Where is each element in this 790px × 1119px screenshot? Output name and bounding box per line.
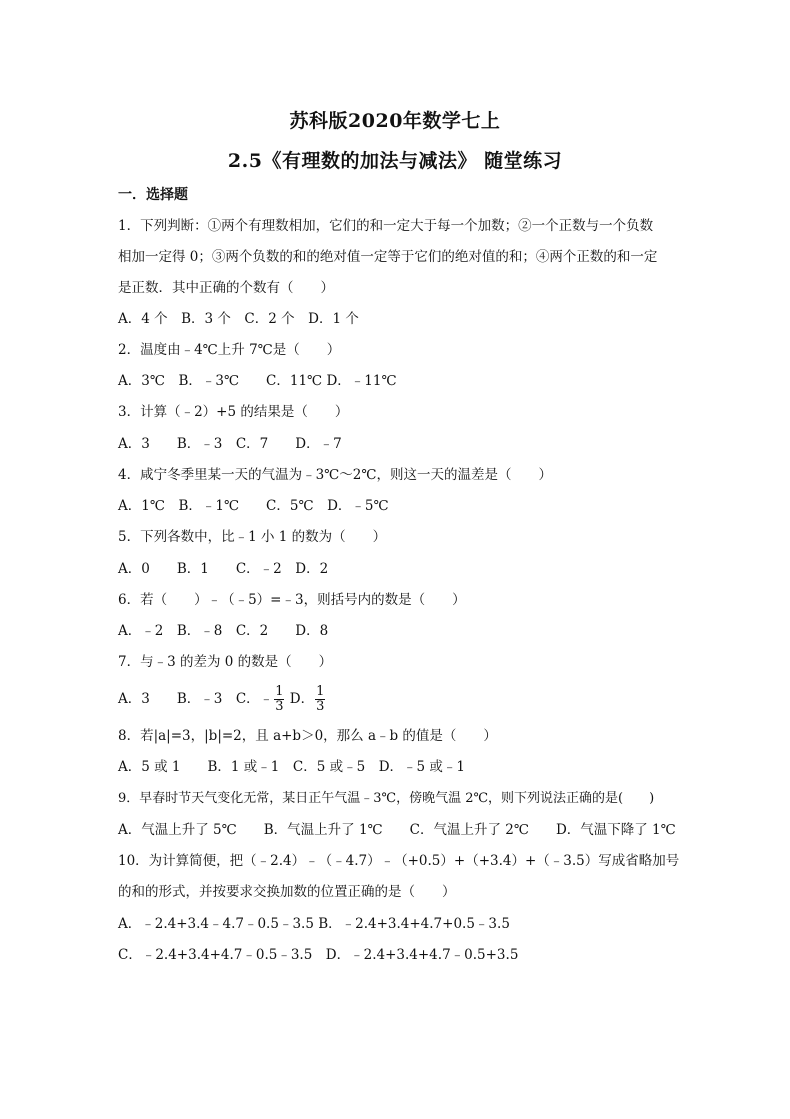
question-2-options: A．3℃ B．﹣3℃ C．11℃ D．﹣11℃ — [118, 373, 397, 389]
question-5-text: 5．下列各数中，比﹣1 小 1 的数为（ ） — [118, 529, 387, 545]
fraction-one-third-d — [315, 685, 325, 714]
fraction-one-third-c — [274, 685, 284, 714]
question-7-option-d-label: D． — [289, 691, 315, 707]
question-1-options: A．4 个 B．3 个 C．2 个 D．1 个 — [118, 311, 359, 327]
question-10-options-line-2: C．﹣2.4+3.4+4.7﹣0.5﹣3.5 D．﹣2.4+3.4+4.7﹣0.5+3.5 — [118, 947, 519, 963]
question-10-text-line-1: 10．为计算简便，把（﹣2.4）﹣（﹣4.7）﹣（+0.5）+（+3.4）+（﹣3.5）写成省略加号 — [118, 853, 680, 869]
question-1-text-line-3: 是正数．其中正确的个数有（ ） — [118, 280, 334, 296]
question-8-options: A．5 或 1 B．1 或﹣1 C．5 或﹣5 D．﹣5 或﹣1 — [118, 759, 465, 775]
question-9-text: 9．早春时节天气变化无常，某日正午气温﹣3℃，傍晚气温 2℃，则下列说法正确的是( ) — [118, 791, 655, 806]
question-4-options: A．1℃ B．﹣1℃ C．5℃ D．﹣5℃ — [118, 498, 389, 514]
question-4-text: 4．咸宁冬季里某一天的气温为﹣3℃～2℃，则这一天的温差是（ ） — [118, 467, 552, 483]
question-7-options-a-c: A．3 B．﹣3 C．﹣ — [118, 691, 274, 707]
question-2-text: 2．温度由﹣4℃上升 7℃是（ ） — [118, 342, 341, 358]
question-9-options: A．气温上升了 5℃ B．气温上升了 1℃ C．气温上升了 2℃ D．气温下降了 1℃ — [118, 822, 676, 838]
section-heading: 一．选择题 — [118, 187, 188, 203]
question-3-options: A．3 B．﹣3 C．7 D．﹣7 — [118, 436, 342, 452]
fraction-denominator: 3 — [316, 699, 325, 714]
fraction-denominator: 3 — [275, 699, 284, 714]
question-3-text: 3．计算（﹣2）+5 的结果是（ ） — [118, 404, 349, 420]
question-6-options: A．﹣2 B．﹣8 C．2 D．8 — [118, 623, 329, 639]
document-subtitle: 2.5《有理数的加法与减法》 随堂练习 — [227, 150, 563, 172]
fraction-numerator: 1 — [316, 684, 325, 699]
question-10-text-line-2: 的和的形式，并按要求交换加数的位置正确的是（ ） — [118, 884, 456, 900]
question-6-text: 6．若（ ）﹣（﹣5）=﹣3，则括号内的数是（ ） — [118, 592, 466, 608]
question-7-options — [118, 682, 678, 716]
question-10-options-line-1: A．﹣2.4+3.4﹣4.7﹣0.5﹣3.5 B．﹣2.4+3.4+4.7+0.5﹣3.5 — [118, 916, 510, 932]
question-1-text-line-1: 1．下列判断：①两个有理数相加，它们的和一定大于每一个加数；②一个正数与一个负数 — [118, 218, 654, 234]
question-5-options: A．0 B．1 C．﹣2 D．2 — [118, 561, 329, 577]
question-8-text: 8．若|a|=3，|b|=2，且 a+b＞0，那么 a﹣b 的值是（ ） — [118, 728, 497, 744]
fraction-numerator: 1 — [275, 684, 284, 699]
question-7-text: 7．与﹣3 的差为 0 的数是（ ） — [118, 654, 333, 670]
document-title: 苏科版2020年数学七上 — [289, 110, 501, 132]
question-1-text-line-2: 相加一定得 0；③两个负数的和的绝对值一定等于它们的绝对值的和；④两个正数的和一定 — [118, 249, 658, 265]
